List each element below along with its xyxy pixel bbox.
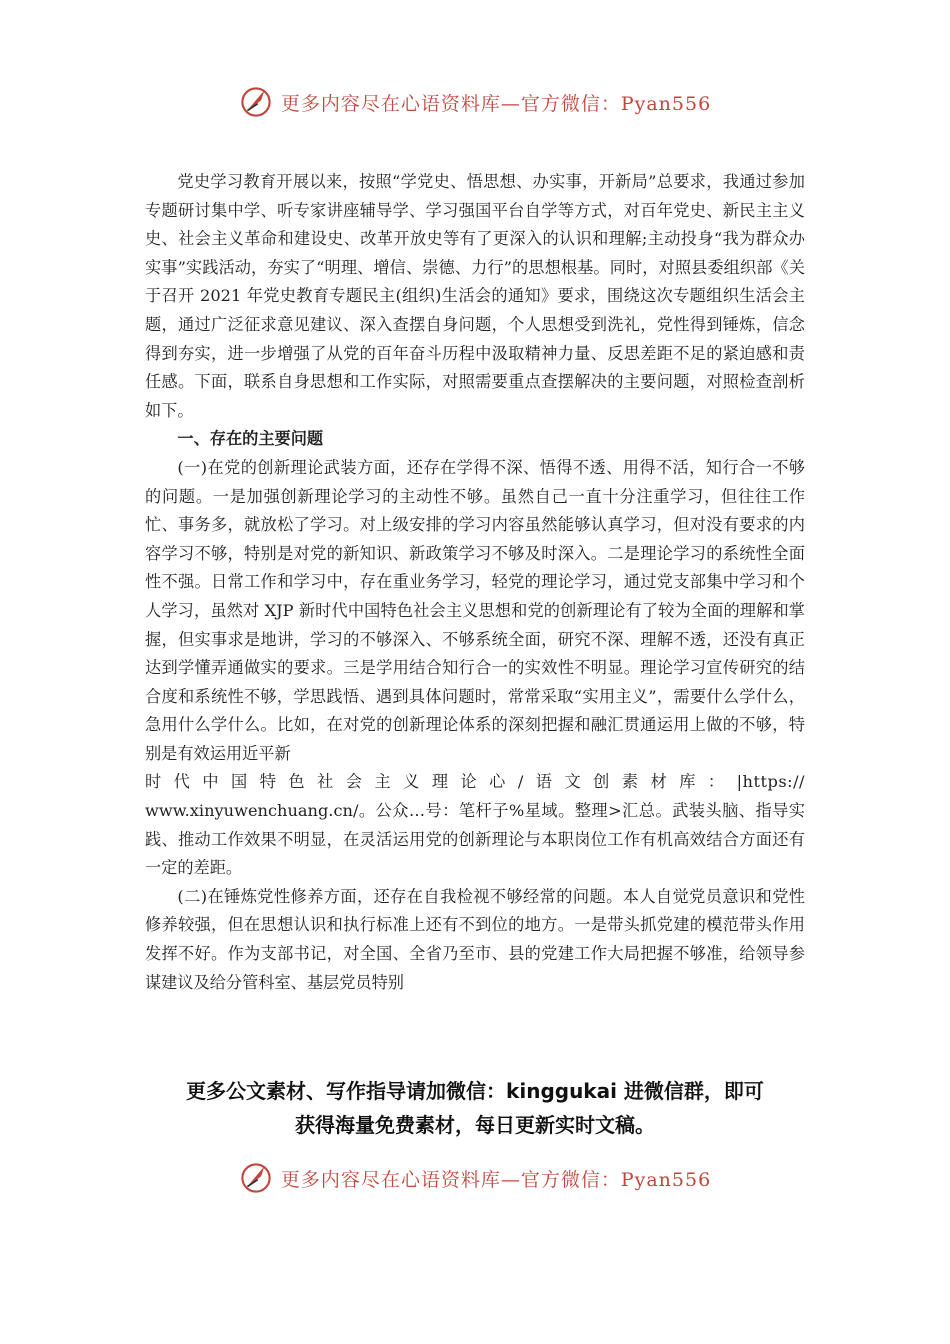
problem-1-paragraph: (一)在党的创新理论武装方面，还存在学得不深、悟得不透、用得不活，知行合一不够的问题。一是加强创新理论学习的主动性不够。虽然自己一直十分注重学习，但往往工作忙、事务多，就放松了学习。对上级安排的学习内容虽然能够认真学习，但对没有要求的内容学习不够，特别是对党的新知识、新政策学习不够及时深入。二是理论学习的系统性全面性不强。日常工作和学习中，存在重业务学习，轻党的理论学习，通过党支部集中学习和个人学习，虽然对 XJP 新时代中国特色社会主义思想和党的创新理论有了较为全面的理解和掌握，但实事求是地讲，学习的不够深入、不够系统全面，研究不深、理解不透，还没有真正达到学懂弄通做实的要求。三是学用结合知行合一的实效性不明显。理论学习宣传研究的结合度和系统性不够，学思践悟、遇到具体问题时，常常采取“实用主义”，需要什么学什么，急用什么学什么。比如，在对党的创新理论体系的深刻把握和融汇贯通运用上做的不够，特别是有效运用近平新 [145, 457, 805, 763]
footer-banner-text: 更多内容尽在心语资料库—官方微信：Pyan556 [280, 1168, 712, 1191]
promo-notice-line-2: 获得海量免费素材，每日更新实时文稿。 [295, 1113, 655, 1137]
problem-1-continued: www.xinyuwenchuang.cn/。公众…号：笔杆子%星域。整理>汇总。武装头脑、指导实践、推动工作效果不明显，在灵活运用党的创新理论与本职岗位工作有机高效结合方面还有一定的差距。 [145, 801, 805, 878]
promo-notice-line-1: 更多公文素材、写作指导请加微信：kinggukai 进微信群，即可 [186, 1079, 764, 1103]
quill-logo-icon [239, 1161, 273, 1195]
intro-paragraph: 党史学习教育开展以来，按照“学党史、悟思想、办实事，开新局”总要求，我通过参加专题研讨集中学、听专家讲座辅导学、学习强国平台自学等方式，对百年党史、新民主主义史、社会主义革命和建设史、改革开放史等有了更深入的认识和理解;主动投身“我为群众办实事”实践活动，夯实了“明理、增信、崇德、力行”的思想根基。同时，对照县委组织部《关于召开 2021 年党史教育专题民主(组织)生活会的通知》要求，围绕这次专题组织生活会主题，通过广泛征求意见建议、深入查摆自身问题，个人思想受到洗礼，党性得到锤炼，信念得到夯实，进一步增强了从党的百年奋斗历程中汲取精神力量、反思差距不足的紧迫感和责任感。下面，联系自身思想和工作实际，对照需要重点查摆解决的主要问题，对照检查剖析如下。 [145, 172, 805, 420]
section-heading: 一、存在的主要问题 [177, 429, 324, 449]
watermark-url-line: 时代中国特色社会主义理论心/语文创素材库：|https:// [145, 772, 805, 792]
document-body [145, 168, 805, 997]
footer-banner [0, 1156, 950, 1200]
promo-notice [0, 1074, 950, 1142]
header-banner-text: 更多内容尽在心语资料库—官方微信：Pyan556 [280, 92, 712, 115]
problem-2-paragraph: (二)在锤炼党性修养方面，还存在自我检视不够经常的问题。本人自觉党员意识和党性修养较强，但在思想认识和执行标准上还有不到位的地方。一是带头抓党建的模范带头作用发挥不好。作为支部书记，对全国、全省乃至市、县的党建工作大局把握不够准，给领导参谋建议及给分管科室、基层党员特别 [145, 886, 805, 992]
quill-logo-icon [239, 85, 273, 119]
header-banner [0, 80, 950, 124]
